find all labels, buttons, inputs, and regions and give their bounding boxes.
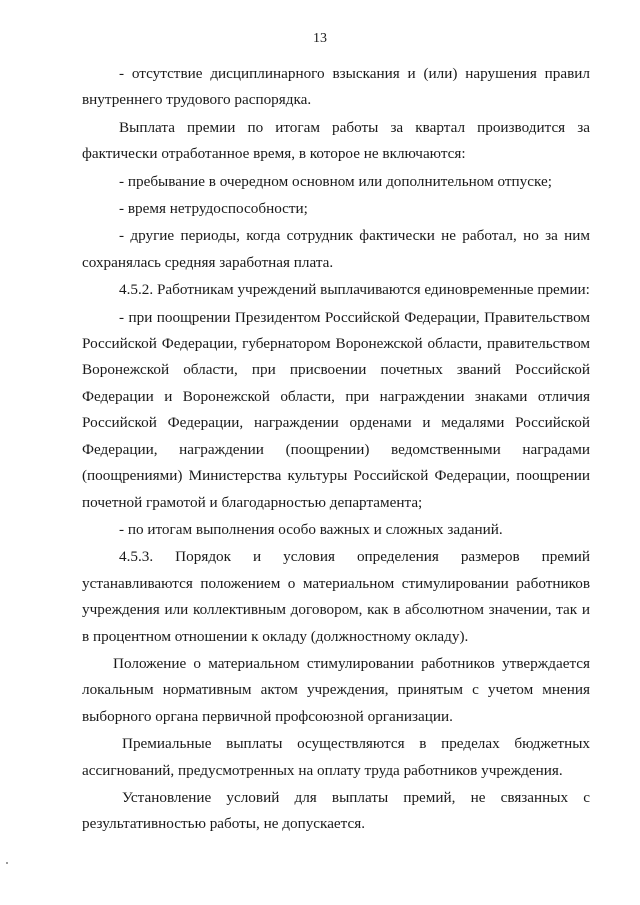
document-body xyxy=(82,61,590,839)
paragraph-no-unrelated-conditions: Установление условий для выплаты премий, не связанных с результативностью работы, не допускается. xyxy=(82,788,590,833)
paragraph-budget-limits: Премиальные выплаты осуществляются в пределах бюджетных ассигнований, предусмотренных на оплату труда работников учреждения. xyxy=(82,735,590,779)
paragraph-section-4-5-3: 4.5.3. Порядок и условия определения размеров премий устанавливаются положением о материальном стимулировании работников учреждения или коллективным договором, как в абсолютном значении, так и в процентном отношении к окладу (должностному окладу). xyxy=(82,548,590,645)
paragraph-vacation: - пребывание в очередном основном или дополнительном отпуске; xyxy=(119,172,552,190)
paragraph-section-4-5-2: 4.5.2. Работникам учреждений выплачиваются единовременные премии: xyxy=(119,281,590,299)
paragraph-regulation-approval: Положение о материальном стимулировании работников утверждается локальным нормативным актом учреждения, принятым с учетом мнения выборного органа первичной профсоюзной организации. xyxy=(82,654,590,725)
paragraph-awards: - при поощрении Президентом Российской Федерации, Правительством Российской Федерации, губернатором Воронежской области, правительством Воронежской области, при присвоении почетных званий Российской Федерации и Воронежской области, при награждении знаками отличия Российской Федерации, награждении орденами и медалями Российской Федерации, награждении (поощрении) ведомственными наградами (поощрениями) Министерства культуры Российской Федерации, поощрении почетной грамотой и благодарностью департамента; xyxy=(82,308,590,511)
paragraph-sick-leave: - время нетрудоспособности; xyxy=(119,200,308,218)
paragraph-quarterly-bonus: Выплата премии по итогам работы за квартал производится за фактически отработанное время, в которое не включаются: xyxy=(82,118,590,163)
scan-edge-mark xyxy=(6,862,8,864)
paragraph-special-tasks: - по итогам выполнения особо важных и сложных заданий. xyxy=(119,520,503,538)
paragraph-no-disciplinary-penalty: - отсутствие дисциплинарного взыскания и (или) нарушения правил внутреннего трудового распорядка. xyxy=(82,65,590,109)
page-number: 13 xyxy=(313,31,327,46)
paragraph-other-periods: - другие периоды, когда сотрудник фактически не работал, но за ним сохранялась средняя заработная плата. xyxy=(82,227,590,271)
